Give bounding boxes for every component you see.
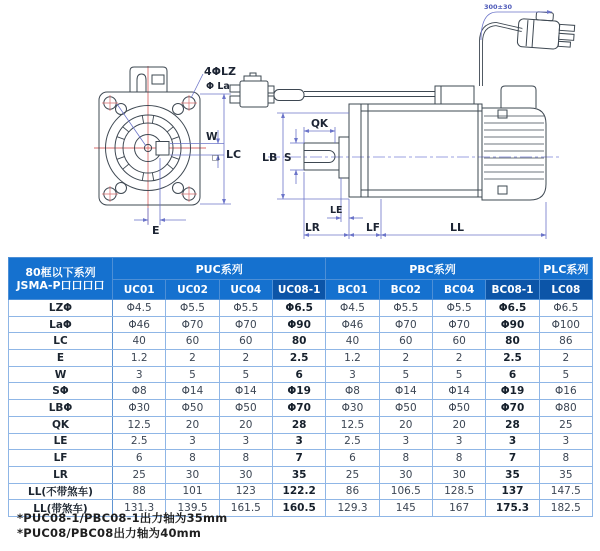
table-cell: Φ16 (539, 383, 592, 400)
motor-connector-housing (130, 67, 167, 92)
column-header-lc08: LC08 (539, 280, 592, 300)
table-cell: Φ70 (272, 400, 325, 417)
rear-housing (482, 108, 546, 200)
table-cell: 25 (113, 466, 166, 483)
table-cell: 5 (432, 366, 485, 383)
row-label: LR (9, 466, 113, 483)
table-cell: 3 (486, 433, 539, 450)
row-label: LL(带煞车) (9, 500, 113, 517)
keyway-slot (304, 151, 335, 163)
table-cell: Φ70 (379, 316, 432, 333)
side-view-drawing (230, 11, 575, 200)
table-cell: 2 (219, 350, 272, 367)
table-cell: 2 (379, 350, 432, 367)
table-cell: Φ70 (432, 316, 485, 333)
technical-drawing (0, 0, 600, 250)
label-lb: LB (262, 151, 278, 164)
label-qk: QK (311, 118, 329, 130)
table-cell: Φ30 (113, 400, 166, 417)
table-cell: 20 (379, 416, 432, 433)
table-cell: 20 (432, 416, 485, 433)
table-cell: 8 (539, 450, 592, 467)
row-label: W (9, 366, 113, 383)
row-label: LBΦ (9, 400, 113, 417)
table-cell: 3 (379, 433, 432, 450)
table-cell: 86 (539, 333, 592, 350)
table-cell: 122.2 (272, 483, 325, 500)
table-cell: 2 (166, 350, 219, 367)
label-lc: LC (226, 148, 242, 161)
table-cell: Φ5.5 (379, 300, 432, 317)
label-le: LE (330, 205, 343, 216)
table-cell: 139.5 (166, 500, 219, 517)
table-row (9, 333, 593, 350)
column-header-uc04: UC04 (219, 280, 272, 300)
table-corner-header: 80框以下系列 JSMA-P口口口口 (9, 258, 113, 300)
table-cell: 30 (166, 466, 219, 483)
table-cell: 35 (486, 466, 539, 483)
power-cable (481, 24, 522, 86)
table-cell: 145 (379, 500, 432, 517)
table-cell: 60 (379, 333, 432, 350)
table-cell: 25 (539, 416, 592, 433)
table-cell: 20 (166, 416, 219, 433)
table-cell: 7 (272, 450, 325, 467)
table-cell: Φ80 (539, 400, 592, 417)
table-cell: 128.5 (432, 483, 485, 500)
label-ll: LL (450, 221, 465, 234)
table-cell: Φ90 (272, 316, 325, 333)
table-cell: Φ5.5 (166, 300, 219, 317)
table-cell: Φ8 (113, 383, 166, 400)
table-cell: 5 (379, 366, 432, 383)
column-header-uc08-1: UC08-1 (272, 280, 325, 300)
table-cell: 12.5 (113, 416, 166, 433)
table-cell: Φ70 (486, 400, 539, 417)
table-cell: 2 (539, 350, 592, 367)
shaft-collar (339, 137, 349, 178)
table-cell: Φ46 (326, 316, 379, 333)
series-header: PLC系列 (539, 258, 592, 280)
label-lf: LF (366, 222, 380, 234)
table-cell: Φ50 (219, 400, 272, 417)
encoder-connector-icon (230, 73, 274, 107)
table-cell: Φ6.5 (272, 300, 325, 317)
table-cell: 86 (326, 483, 379, 500)
table-cell: Φ30 (326, 400, 379, 417)
table-cell: Φ6.5 (486, 300, 539, 317)
shaft-side (304, 143, 339, 170)
label-e: E (152, 224, 160, 237)
table-cell: 1.2 (113, 350, 166, 367)
encoder-cable (304, 92, 435, 97)
table-cell: 35 (539, 466, 592, 483)
flange-outline (99, 92, 200, 205)
table-cell: 60 (166, 333, 219, 350)
footnote-2: *PUC08/PBC08出力轴为40mm (17, 526, 202, 540)
table-cell: 2 (432, 350, 485, 367)
table-cell: 2.5 (272, 350, 325, 367)
row-label: SΦ (9, 383, 113, 400)
table-cell: 2.5 (113, 433, 166, 450)
pilot-leader-line (117, 104, 146, 146)
table-cell: 6 (486, 366, 539, 383)
row-label: LF (9, 450, 113, 467)
table-cell: 40 (326, 333, 379, 350)
column-header-bc08-1: BC08-1 (486, 280, 539, 300)
table-cell: 28 (272, 416, 325, 433)
spec-table (8, 257, 593, 517)
table-cell: 3 (166, 433, 219, 450)
table-cell: Φ14 (166, 383, 219, 400)
table-cell: 30 (379, 466, 432, 483)
table-cell: 7 (486, 450, 539, 467)
table-cell: 129.3 (326, 500, 379, 517)
footnotes (17, 511, 227, 541)
table-cell: 12.5 (326, 416, 379, 433)
label-cable-length: 300±30 (483, 3, 513, 11)
table-cell: 80 (486, 333, 539, 350)
table-cell: 28 (486, 416, 539, 433)
table-cell: 8 (219, 450, 272, 467)
table-cell: Φ4.5 (326, 300, 379, 317)
table-cell: 3 (113, 366, 166, 383)
table-cell: Φ14 (219, 383, 272, 400)
series-header: PUC系列 (113, 258, 326, 280)
table-cell: 3 (539, 433, 592, 450)
table-cell: 160.5 (272, 500, 325, 517)
table-cell: 6 (113, 450, 166, 467)
row-label: LL(不带煞车) (9, 483, 113, 500)
table-cell: 161.5 (219, 500, 272, 517)
table-cell: 60 (432, 333, 485, 350)
column-header-bc04: BC04 (432, 280, 485, 300)
table-cell: 3 (432, 433, 485, 450)
label-w: W (206, 131, 218, 143)
table-row (9, 350, 593, 367)
table-cell: 106.5 (379, 483, 432, 500)
motor-body (361, 104, 482, 197)
row-label: E (9, 350, 113, 367)
table-cell: 147.5 (539, 483, 592, 500)
table-cell: Φ8 (326, 383, 379, 400)
table-row (9, 433, 593, 450)
table-cell: Φ5.5 (219, 300, 272, 317)
column-header-uc01: UC01 (113, 280, 166, 300)
table-cell: 6 (272, 366, 325, 383)
table-cell: Φ14 (432, 383, 485, 400)
table-cell: Φ19 (272, 383, 325, 400)
label-4-phi-lz: 4ΦLZ (204, 65, 236, 78)
table-cell: 5 (539, 366, 592, 383)
table-row (9, 316, 593, 333)
column-header-bc01: BC01 (326, 280, 379, 300)
table-cell: 1.2 (326, 350, 379, 367)
table-row (9, 483, 593, 500)
label-s: S (284, 152, 292, 164)
table-cell: 101 (166, 483, 219, 500)
table-cell: Φ19 (486, 383, 539, 400)
table-cell: Φ90 (486, 316, 539, 333)
flange-plate-side (349, 104, 361, 197)
table-cell: 35 (272, 466, 325, 483)
square-symbol: □ (212, 153, 220, 162)
table-cell: 88 (113, 483, 166, 500)
table-cell: 20 (219, 416, 272, 433)
table-cell: 30 (432, 466, 485, 483)
table-cell: Φ50 (166, 400, 219, 417)
table-cell: 8 (166, 450, 219, 467)
front-view-drawing (94, 66, 206, 224)
table-cell: 167 (432, 500, 485, 517)
table-cell: 8 (432, 450, 485, 467)
table-cell: 175.3 (486, 500, 539, 517)
table-cell: 5 (219, 366, 272, 383)
table-row (9, 400, 593, 417)
rear-fins (484, 116, 544, 179)
rear-top-box (501, 86, 536, 108)
column-header-bc02: BC02 (379, 280, 432, 300)
table-cell: 3 (272, 433, 325, 450)
table-row (9, 450, 593, 467)
table-cell: 30 (219, 466, 272, 483)
table-cell: 80 (272, 333, 325, 350)
power-plug-icon (517, 11, 575, 51)
series-header: PBC系列 (326, 258, 539, 280)
table-cell: 131.3 (113, 500, 166, 517)
row-label: LE (9, 433, 113, 450)
label-phi-la: Φ La (206, 81, 230, 92)
row-label: QK (9, 416, 113, 433)
table-cell: Φ50 (432, 400, 485, 417)
cable-ferrule (274, 90, 304, 101)
table-cell: 6 (326, 450, 379, 467)
table-cell: 182.5 (539, 500, 592, 517)
column-header-uc02: UC02 (166, 280, 219, 300)
table-cell: 123 (219, 483, 272, 500)
table-row (9, 366, 593, 383)
table-cell: Φ50 (379, 400, 432, 417)
table-cell: Φ70 (219, 316, 272, 333)
table-cell: 2.5 (326, 433, 379, 450)
table-cell: 3 (219, 433, 272, 450)
table-cell: 137 (486, 483, 539, 500)
table-cell: 8 (379, 450, 432, 467)
table-cell: Φ70 (166, 316, 219, 333)
table-cell: Φ6.5 (539, 300, 592, 317)
table-row (9, 300, 593, 317)
front-view-dimensions (134, 74, 231, 225)
table-cell: 3 (326, 366, 379, 383)
keyway-notch (156, 142, 169, 156)
table-row (9, 383, 593, 400)
row-label: LZΦ (9, 300, 113, 317)
table-cell: Φ46 (113, 316, 166, 333)
footnote-1: *PUC08-1/PBC08-1出力轴为35mm (17, 511, 228, 525)
table-cell: 5 (166, 366, 219, 383)
table-cell: 2.5 (486, 350, 539, 367)
table-cell: Φ100 (539, 316, 592, 333)
row-label: LaΦ (9, 316, 113, 333)
table-cell: Φ4.5 (113, 300, 166, 317)
table-cell: Φ5.5 (432, 300, 485, 317)
table-cell: 25 (326, 466, 379, 483)
row-label: LC (9, 333, 113, 350)
table-row (9, 466, 593, 483)
table-cell: Φ14 (379, 383, 432, 400)
table-cell: 40 (113, 333, 166, 350)
table-cell: 60 (219, 333, 272, 350)
label-lr: LR (305, 222, 320, 234)
table-row (9, 416, 593, 433)
spec-table-wrap (8, 257, 592, 517)
